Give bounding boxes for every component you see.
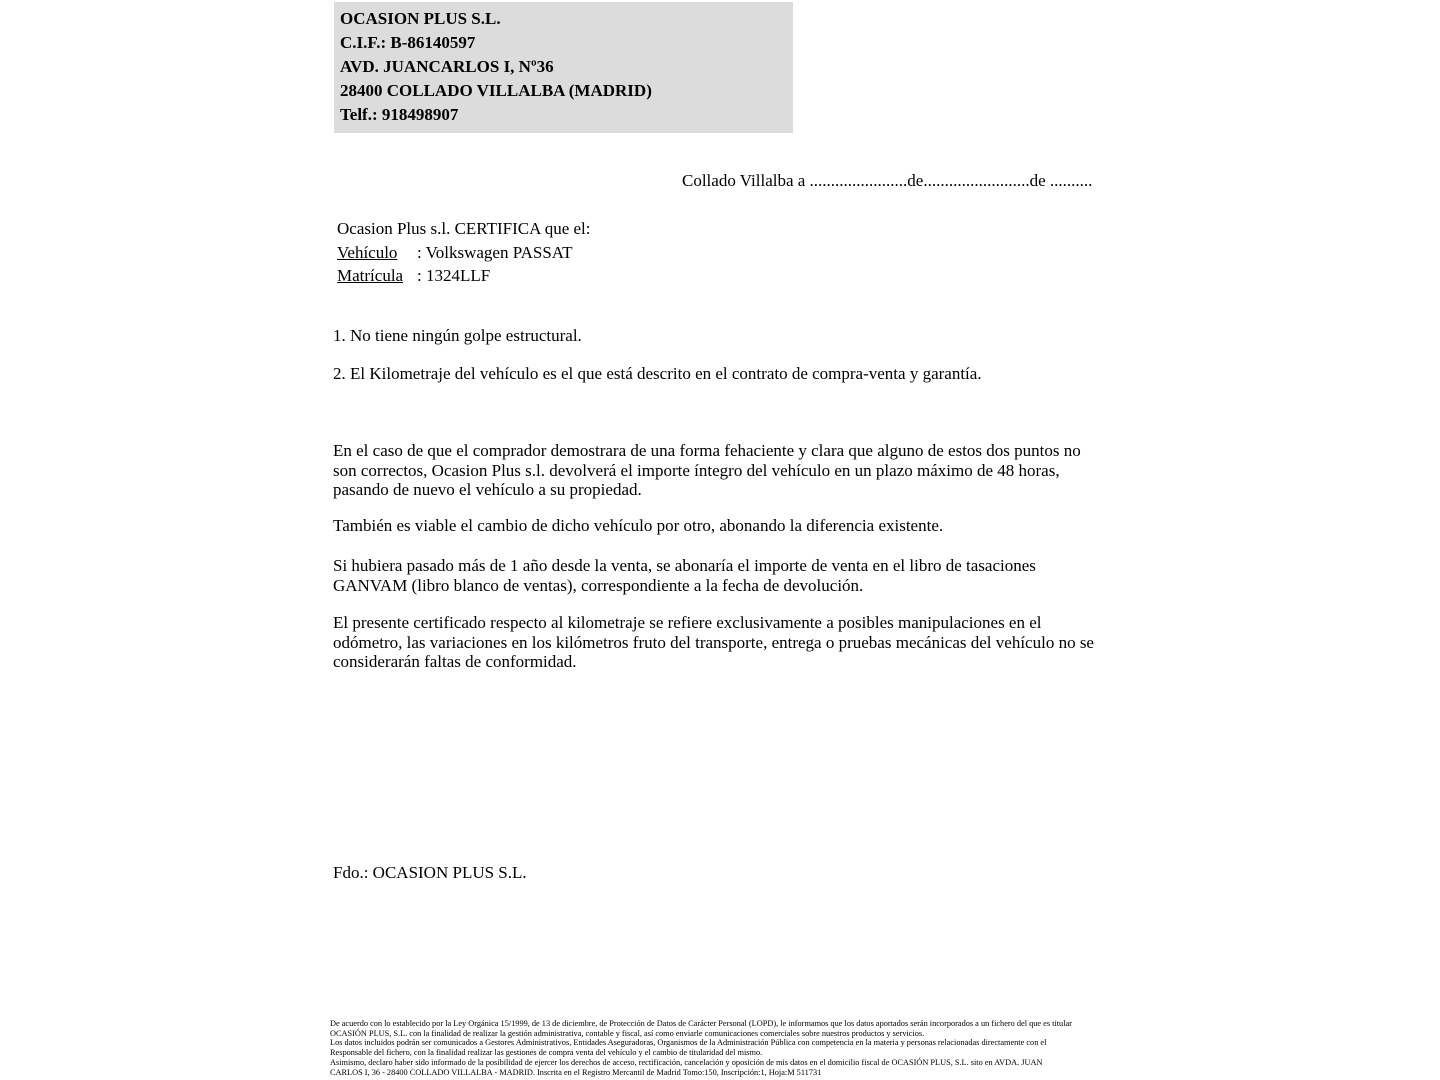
vehicle-value: : Volkswagen PASSAT [417,242,573,262]
company-cif: C.I.F.: B-86140597 [340,33,476,52]
legal-line: CARLOS I, 36 - 28400 COLLADO VILLALBA - MADRID. Inscrita en el Registro Mercantil de Madrid Tomo:150, Inscripción:1, Hoja:M 511731 [330,1067,822,1077]
paragraph-refund: En el caso de que el comprador demostrara de una forma fehaciente y clara que alguno de estos dos puntos no son correctos, Ocasion Plus s.l. devolverá el importe íntegro del vehículo en un plazo máximo de 48 horas, pasando de nuevo el vehículo a su propiedad. [333,441,1081,499]
legal-line: De acuerdo con lo establecido por la Ley Orgánica 15/1999, de 13 de diciembre, de Protección de Datos de Carácter Personal (LOPD), le informamos que los datos aportados serán incorporados a un fichero del que es titular [330,1019,1072,1028]
legal-footer [330,1019,1120,1077]
signature-line: Fdo.: OCASION PLUS S.L. [333,863,527,882]
certification-block [337,217,591,288]
vehicle-field [337,241,591,265]
statement-2: 2. El Kilometraje del vehículo es el que está descrito en el contrato de compra-venta y garantía. [333,364,982,383]
plate-field [337,264,591,288]
certification-intro: Ocasion Plus s.l. CERTIFICA que el: [337,219,591,238]
company-name: OCASION PLUS S.L. [340,9,501,28]
company-header-box [334,2,793,133]
paragraph-odometer: El presente certificado respecto al kilometraje se refiere exclusivamente a posibles manipulaciones en el odómetro, las variaciones en los kilómetros fruto del transporte, entrega o pruebas mecánicas del vehículo no se considerarán faltas de conformidad. [333,613,1094,671]
plate-label: Matrícula [337,266,404,285]
company-city: 28400 COLLADO VILLALBA (MADRID) [340,81,652,100]
paragraph-ganvam: Si hubiera pasado más de 1 año desde la venta, se abonaría el importe de venta en el libro de tasaciones GANVAM (libro blanco de ventas), correspondiente a la fecha de devolución. [333,556,1036,595]
vehicle-label: Vehículo [337,242,398,262]
legal-line: Los datos incluidos podrán ser comunicados a Gestores Administrativos, Entidades Aseguradoras, Organismos de la Administración Pública con competencia en la materia y personas relacionadas directamente con el [330,1038,1047,1048]
plate-value: : 1324LLF [417,266,491,285]
date-line: Collado Villalba a .......................de.........................de .......... [682,171,1093,190]
company-address: AVD. JUANCARLOS I, Nº36 [340,57,554,76]
legal-line: OCASIÓN PLUS, S.L. con la finalidad de realizar la gestión administrativa, contable y fiscal, así como enviarle comunicaciones comerciales sobre nuestros productos y servicios. [330,1028,925,1038]
company-phone: Telf.: 918498907 [340,105,459,124]
legal-line: Asimismo, declaro haber sido informado de la posibilidad de ejercer los derechos de acceso, rectificación, cancelación y oposición de mis datos en el domicilio fiscal de OCASIÓN PLUS, S.L. sito en AVDA. JUAN [330,1057,1043,1067]
legal-line: Responsable del fichero, con la finalidad realizar las gestiones de compra venta del vehículo y el cambio de titularidad del mismo. [330,1048,763,1058]
statement-1: 1. No tiene ningún golpe estructural. [333,326,582,345]
paragraph-exchange: También es viable el cambio de dicho vehículo por otro, abonando la diferencia existente. [333,516,944,535]
